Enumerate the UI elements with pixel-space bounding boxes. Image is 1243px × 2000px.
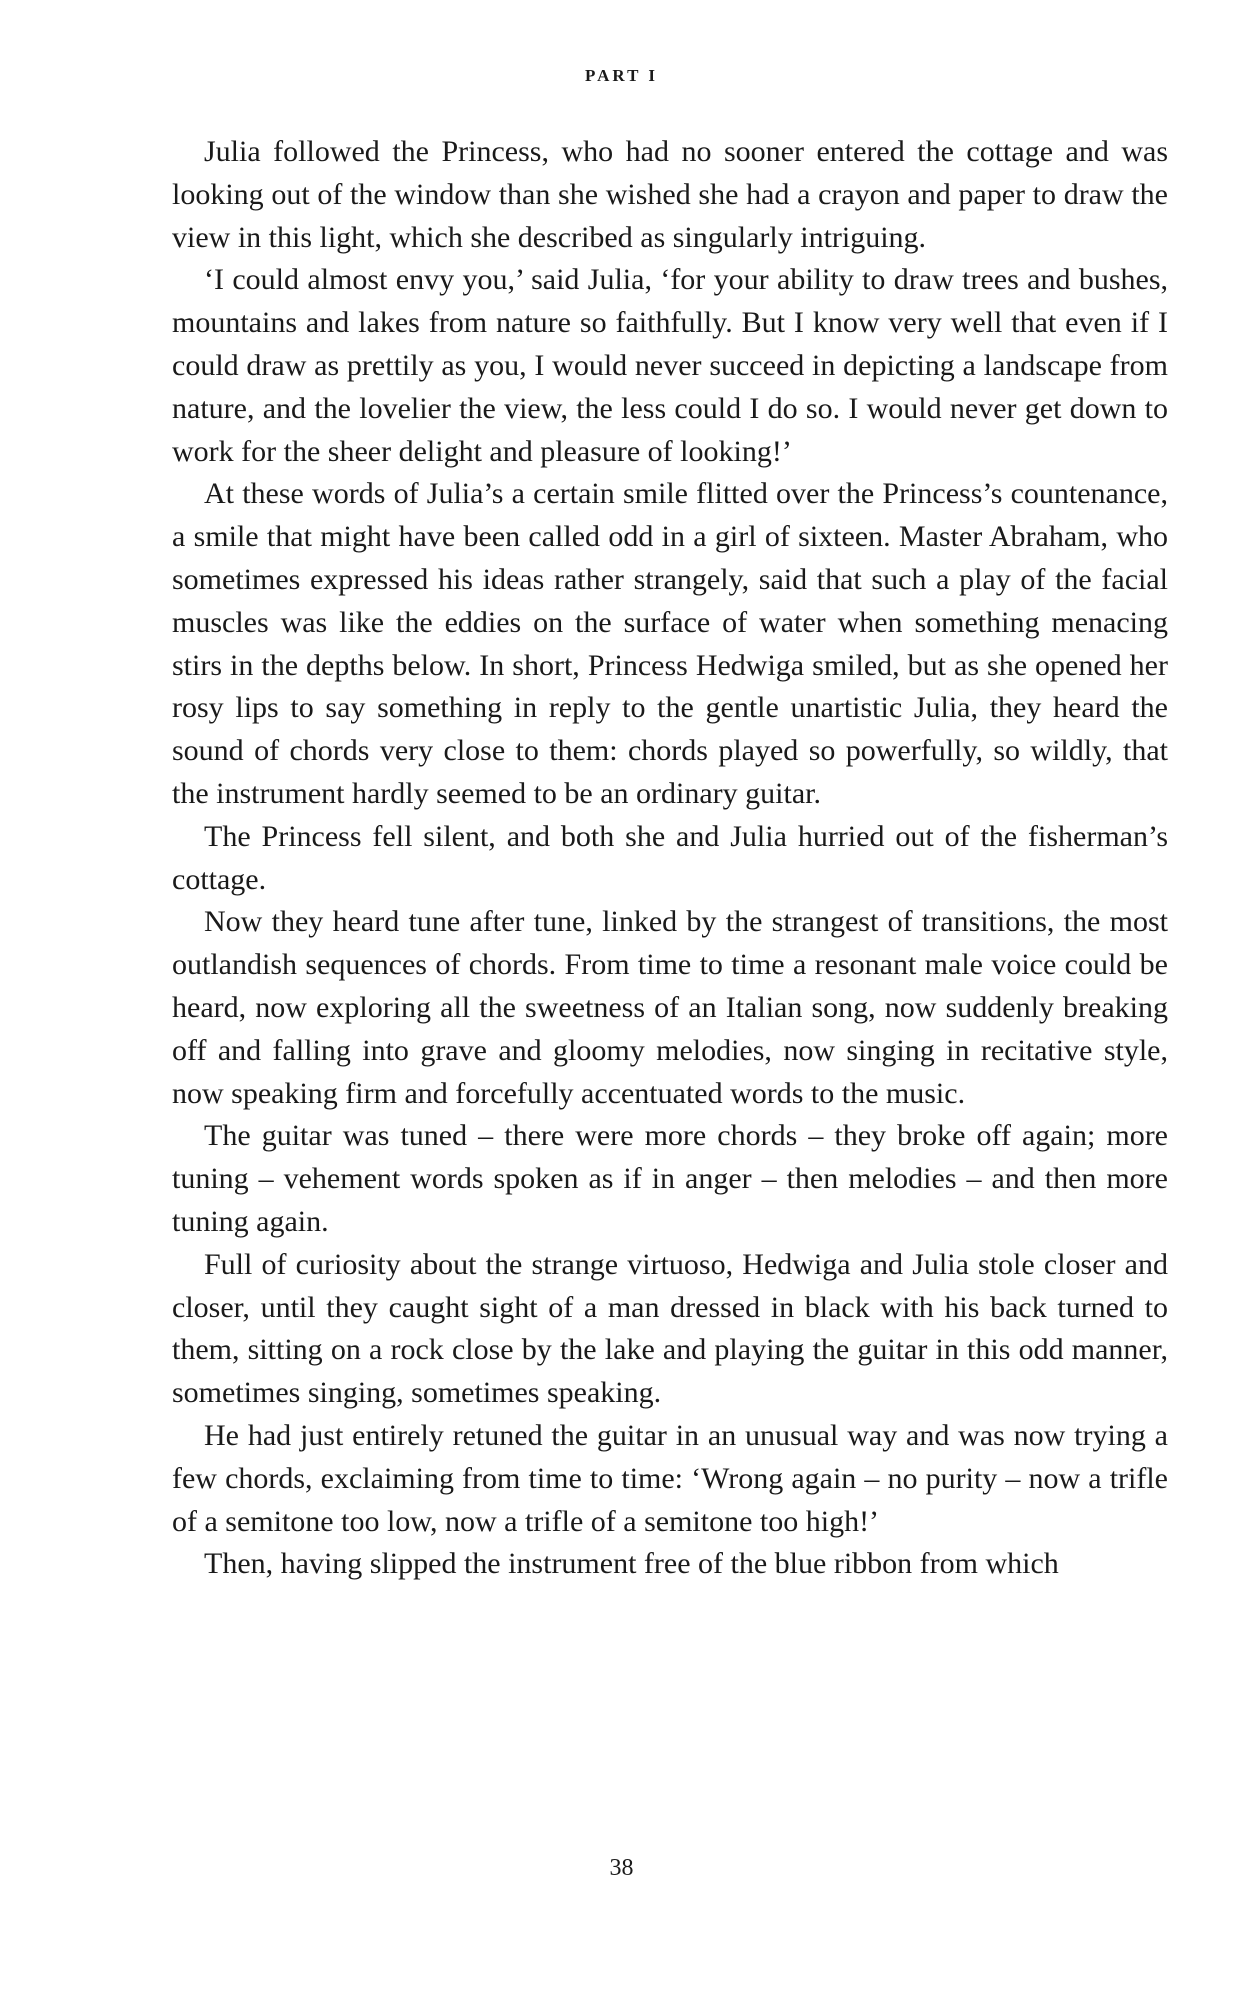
body-text <box>172 131 1168 1586</box>
paragraph: At these words of Julia’s a certain smile flitted over the Princess’s countenance, a smile that might have been called odd in a girl of sixteen. Master Abraham, who sometimes expressed his ideas rather strangely, said that such a play of the facial muscles was like the eddies on the surface of water when something menacing stirs in the depths below. In short, Princess Hedwiga smiled, but as she opened her rosy lips to say something in reply to the gentle unartistic Julia, they heard the sound of chords very close to them: chords played so powerfully, so wildly, that the instrument hardly seemed to be an ordinary guitar. <box>172 477 1168 810</box>
paragraph: The guitar was tuned – there were more chords – they broke off again; more tuning – vehement words spoken as if in anger – then melodies – and then more tuning again. <box>172 1119 1168 1238</box>
paragraph: Julia followed the Princess, who had no sooner entered the cottage and was looking out of the window than she wished she had a crayon and paper to draw the view in this light, which she described as singularly intriguing. <box>172 135 1168 254</box>
paragraph: ‘I could almost envy you,’ said Julia, ‘for your ability to draw trees and bushes, mountains and lakes from nature so faithfully. But I know very well that even if I could draw as prettily as you, I would never succeed in depicting a landscape from nature, and the lovelier the view, the less could I do so. I would never get down to work for the sheer delight and pleasure of looking!’ <box>172 263 1168 468</box>
paragraph: He had just entirely retuned the guitar in an unusual way and was now trying a few chords, exclaiming from time to time: ‘Wrong again – no purity – now a trifle of a semitone too low, now a trifle of a semitone too high!’ <box>172 1418 1168 1538</box>
paragraph: Now they heard tune after tune, linked by the strangest of transitions, the most outlandish sequences of chords. From time to time a resonant male voice could be heard, now exploring all the sweetness of an Italian song, now suddenly breaking off and falling into grave and gloomy melodies, now singing in recitative style, now speaking firm and forcefully accentuated words to the music. <box>172 905 1168 1110</box>
page-number: 38 <box>609 1855 634 1881</box>
running-head: PART I <box>585 66 658 85</box>
paragraph: Then, having slipped the instrument free of the blue ribbon from which <box>204 1547 1059 1581</box>
paragraph: The Princess fell silent, and both she and Julia hurried out of the fisherman’s cottage. <box>172 819 1168 896</box>
paragraph: Full of curiosity about the strange virtuoso, Hedwiga and Julia stole closer and closer, until they caught sight of a man dressed in black with his back turned to them, sitting on a rock close by the lake and playing the guitar in this odd manner, sometimes singing, sometimes speaking. <box>172 1247 1168 1410</box>
